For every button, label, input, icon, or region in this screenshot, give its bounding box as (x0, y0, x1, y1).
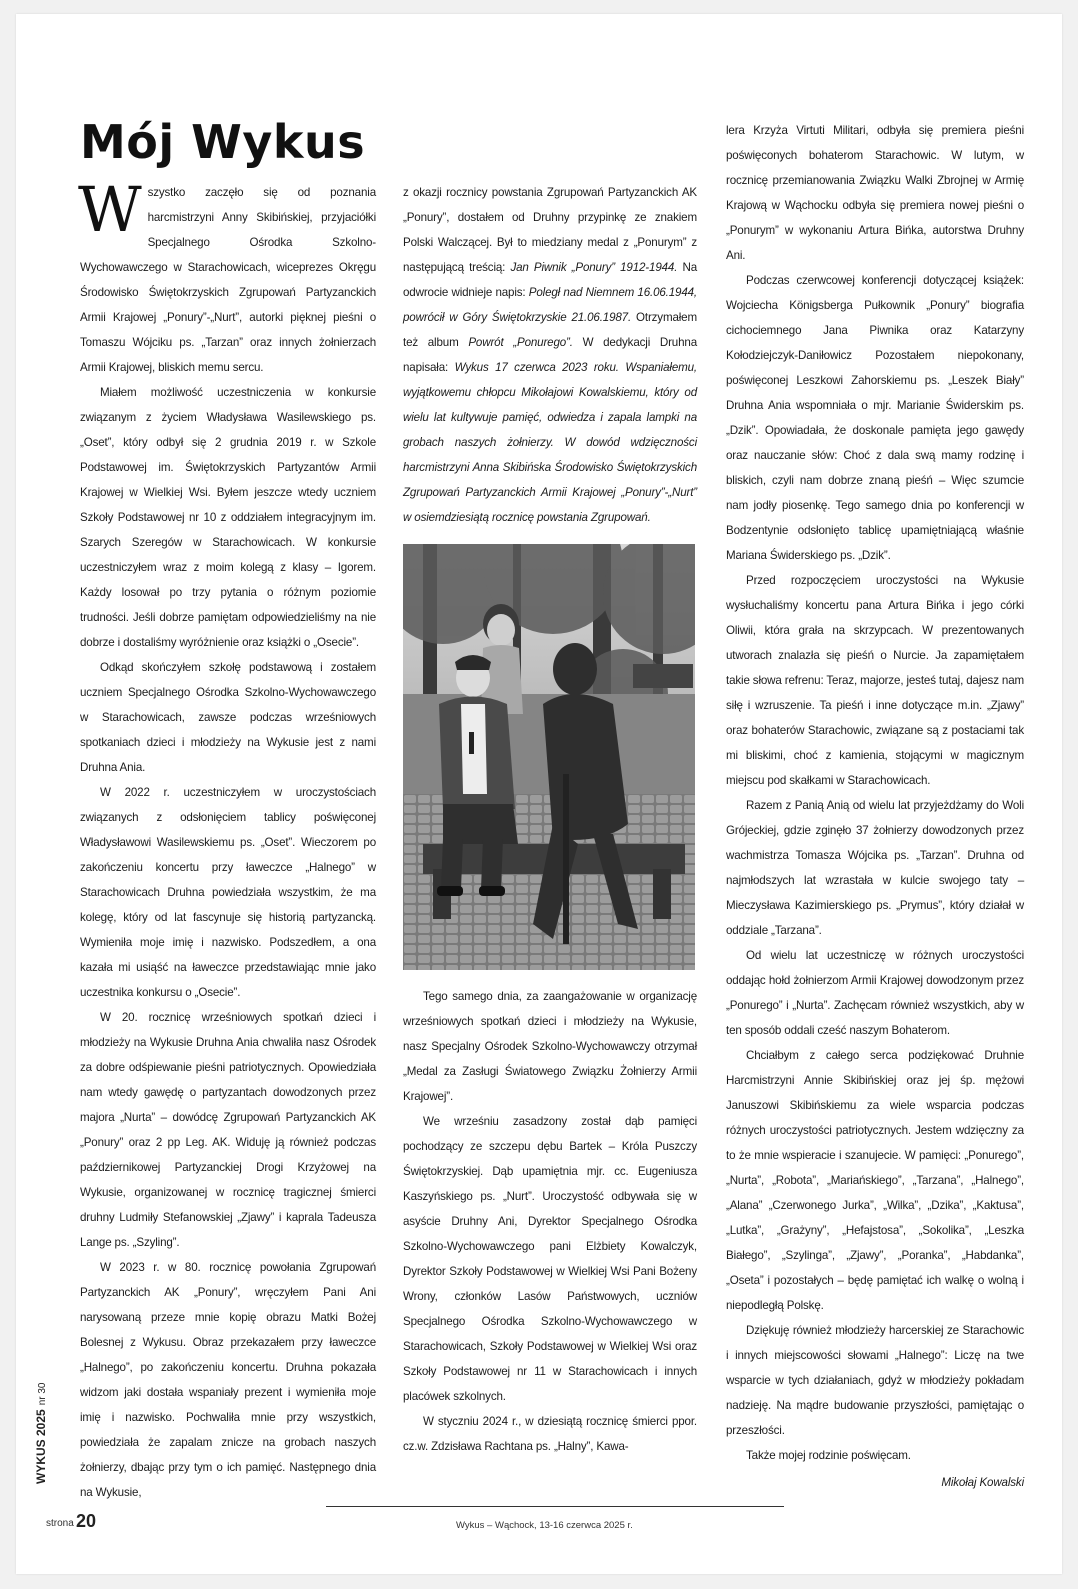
paragraph: W styczniu 2024 r., w dziesiątą rocznicę śmierci ppor. cz.w. Zdzisława Rachtana ps. „Halny”, Kawa- (403, 1415, 697, 1453)
paragraph: Tego samego dnia, za zaangażowanie w organizację wrześniowych spotkań dzieci i młodzieży na Wykusie, nasz Specjalny Ośrodek Szkolno-Wychowawczy otrzymał „Medal za Zasługi Światowego Związku Żołnierzy Armii Krajowej”. (403, 990, 697, 1103)
page-label: strona (46, 1518, 74, 1529)
article-photo (403, 544, 695, 970)
paragraph: Dziękuję również młodzieży harcerskiej ze Starachowic i innych miejscowości słowami „Halnego”: Liczę na twe wsparcie w tych działaniach, gdyż w młodzieży pokładam nadzieję. Na mądre budowanie przyszłości, pamiętając o przeszłości. (726, 1324, 1024, 1437)
author-signature: Mikołaj Kowalski (941, 1476, 1024, 1489)
footer-event-text: Wykus – Wąchock, 13-16 czerwca 2025 r. (456, 1520, 633, 1531)
paragraph: Od wielu lat uczestniczę w różnych uroczystości oddając hołd żołnierzom Armii Krajowej dowodzonym przez „Ponurego” i „Nurta”. Zachęcam również wszystkich, aby w ten sposób oddali cześć naszym Bohaterom. (726, 949, 1024, 1037)
paragraph: Wszystko zaczęło się od poznania harcmistrzyni Anny Skibińskiej, przyjaciółki Specjalnego Ośrodka Szkolno-Wychowawczego w Starachowicach, wiceprezes Okręgu Środowisko Świętokrzyskich Zgrupowań Partyzanckich Armii Krajowej „Ponury”-„Nurt”, autorki pięknej pieśni o Tomaszu Wójciku ps. „Tarzan” oraz innych żołnierzach Armii Krajowej, bliskich memu sercu. (78, 173, 376, 374)
paragraph: Odkąd skończyłem szkołę podstawową i zostałem uczniem Specjalnego Ośrodka Szkolno-Wychowawczego w Starachowicach, zawsze podczas wrześniowych spotkaniach dzieci i młodzieży na Wykusie jest z nami Druhna Ania. (80, 661, 376, 774)
paragraph: z okazji rocznicy powstania Zgrupowań Partyzanckich AK „Ponury”, dostałem od Druhny przypinkę ze znakiem Polski Walczącej. Był to miedziany medal z „Ponurym” z następującą treścią: Jan Piwnik „Ponury” 1912-1944. Na odwrocie widnieje napis: Poległ nad Niemnem 16.06.1944, powrócił w Góry Świętokrzyskie 21.06.1987. Otrzymałem też album Powrót „Ponurego”. W dedykacji Druhna napisała: Wykus 17 czerwca 2023 roku. Wspaniałemu, wyjątkowemu chłopcu Mikołajowi Kowalskiemu, który od wielu lat kultywuje pamięć, odwiedza i zapala lampki na grobach naszych żołnierzy. W dowód wdzięczności harcmistrzyni Anna Skibińska Środowisko Świętokrzyskich Zgrupowań Partyzanckich Armii Krajowej „Ponury”-„Nurt” w osiemdziesiątą rocznicę powstania Zgrupowań. (403, 186, 698, 524)
magazine-page (16, 14, 1062, 1574)
paragraph: We wrześniu zasadzony został dąb pamięci pochodzący ze szczepu dębu Bartek – Króla Puszczy Świętokrzyskiej. Dąb upamiętnia mjr. cc. Eugeniusza Kaszyńskiego ps. „Nurt”. Uroczystość odbywała się w asyście Druhny Ani, Dyrektor Specjalnego Ośrodka Szkolno-Wychowawczego pani Elżbiety Kowalczyk, Dyrektor Szkoły Podstawowej w Wielkiej Wsi Pani Bożeny Wrony, członków Lasów Państwowych, uczniów Specjalnego Ośrodka Szkolno-Wychowawczego w Starachowicach, Szkoły Podstawowej w Wielkiej Wsi oraz Szkoły Podstawowej nr 11 w Starachowicach i innych placówek szkolnych. (403, 1115, 697, 1403)
paragraph: Miałem możliwość uczestniczenia w konkursie związanym z życiem Władysława Wasilewskiego ps. „Oset”, który odbył się 2 grudnia 2019 r. w Szkole Podstawowej im. Świętokrzyskich Partyzantów Armii Krajowej w Wielkiej Wsi. Byłem jeszcze wtedy uczniem Szkoły Podstawowej nr 10 z oddziałem integracyjnym im. Szarych Szeregów w Starachowicach. W konkursie uczestniczyłem wraz z moim kolegą z klasy – Igorem. Każdy losował po trzy pytania o różnym poziomie trudności. Jeśli dobrze pamiętam odpowiedzieliśmy na nie dobrze i dostaliśmy wyróżnienie oraz książki o „Osecie”. (80, 386, 376, 649)
drop-cap: W (78, 173, 142, 246)
footer-divider (326, 1506, 784, 1507)
paragraph: W 2022 r. uczestniczyłem w uroczystościach związanych z odsłonięciem tablicy poświęconej Władysławowi Wasilewskiemu ps. „Oset”. Wieczorem po zakończeniu koncertu przy ławeczce „Halnego” w Starachowicach Druhna powiedziała wszystkim, że ma kolegę, który od lat fascynuje się historią partyzancką. Wymieniła moje imię i nazwisko. Podszedłem, a ona kazała mi usiąść na ławeczce przedstawiając mnie jako uczestnika konkursu o „Osecie”. (80, 786, 376, 999)
text-column-1 (78, 173, 376, 1505)
paragraph: Także mojej rodzinie poświęcam. (746, 1449, 911, 1462)
paragraph: Przed rozpoczęciem uroczystości na Wykusie wysłuchaliśmy koncertu pana Artura Bińka i jego córki Oliwii, która grała na skrzypcach. W prezentowanych utworach znalazła się pieśń o Nurcie. Ja zapamiętałem takie słowa refrenu: Teraz, majorze, jesteś tutaj, dajesz nam siłę i wzruszenie. Ta pieśń i inne dotyczące m.in. „Zjawy” oraz bohaterów Starachowic, związane są z postaciami tak mi bliskimi, choć z kamienia, stojącymi w magicznym miejscu pod skałkami w Starachowicach. (726, 574, 1025, 787)
paragraph: Razem z Panią Anią od wielu lat przyjeżdżamy do Woli Grójeckiej, gdzie zginęło 37 żołnierzy dowodzonych przez wachmistrza Tomasza Wójcika ps. „Tarzan”. Druhna od najmłodszych lat wzrastała w kulcie swojego taty – Mieczysława Kazimierskiego ps. „Prymus”, który działał w oddziale „Tarzana”. (726, 799, 1024, 937)
magazine-issue-label: WYKUS 2025nr 30 (34, 1382, 48, 1484)
article-title: Mój Wykus (80, 115, 366, 169)
text-column-3 (726, 118, 1024, 1495)
paragraph: W 20. rocznicę wrześniowych spotkań dzieci i młodzieży na Wykusie Druhna Ania chwaliła nasz Ośrodek za dobre odśpiewanie pieśni patriotycznych. Opowiedziała nam wtedy gawędę o partyzantach dowodzonych przez majora „Nurta” – dowódcę Zgrupowań Partyzanckich AK „Ponury” oraz 2 pp Leg. AK. Widuję ją również podczas październikowej Partyzanckiej Drogi Krzyżowej na Wykusie, organizowanej w rocznicę tragicznej śmierci druhny Ludmiły Stefanowskiej „Zjawy” i kaprala Tadeusza Lange ps. „Szyling”. (80, 1011, 376, 1249)
paragraph: Chciałbym z całego serca podziękować Druhnie Harcmistrzyni Annie Skibińskiej oraz jej śp. mężowi Januszowi Skibińskiemu za wiele wsparcia podczas różnych uroczystości patriotycznych. Jestem wdzięczny za to że mnie wspieracie i szanujecie. W pamięci: „Ponurego”, „Nurta”, „Robota”, „Mariańskiego”, „Tarzana”, „Halnego”, „Alana” „Czerwonego Jurka”, „Wilka”, „Dzika”, „Kaktusa”, „Lutka”, „Grażyny”, „Hefajstosa”, „Sokolika”, „Leszka Białego”, „Szylinga”, „Zjawy”, „Poranka”, „Habdanka”, „Oseta” i pozostałych – będę pamiętać ich walkę o wolną i niepodległą Polskę. (726, 1049, 1024, 1312)
paragraph: lera Krzyża Virtuti Militari, odbyła się premiera pieśni poświęconych bohaterom Starachowic. W lutym, w rocznicę przemianowania Związku Walki Zbrojnej w Armię Krajową w Wąchocku odbyła się premiera nowej pieśni o „Ponurym” w wykonaniu Artura Bińka, autorstwa Druhny Ani. (726, 124, 1024, 262)
page-number: 20 (76, 1511, 97, 1531)
paragraph: Podczas czerwcowej konferencji dotyczącej książek: Wojciecha Königsberga Pułkownik „Ponury” biografia cichociemnego Jana Piwnika oraz Katarzyny Kołodziejczyk-Daniłowicz Pozostałem niepokonany, poświęconej Leszkowi Zahorskiemu ps. „Leszek Biały” Druhna Ania wspomniała o mjr. Marianie Świderskim ps. „Dzik”. Opowiadała, że doskonale pamięta jego gawędy oraz nauczanie słów: Choć z dala swą mamy rodzinę i bliskich, czyli nam dobrze znaną pieśń – Więc szumcie nam jodły piosenkę. Tego samego dnia po konferencji w Bodzentynie odsłonięto tablicę upamiętniającą właśnie Mariana Świderskiego ps. „Dzik”. (726, 274, 1024, 562)
paragraph: W 2023 r. w 80. rocznicę powołania Zgrupowań Partyzanckich AK „Ponury”, wręczyłem Pani Ani narysowaną przeze mnie kopię obrazu Matki Bożej Bolesnej z Wykusu. Obraz przekazałem przy ławeczce „Halnego”, po zakończeniu koncertu. Druhna pokazała widzom jaki dostała wspaniały prezent i wymieniła moje imię i nazwisko. Pochwaliła mnie przy wszystkich, powiedziała że zapalam znicze na grobach naszych żołnierzy, dbając przy tym o ich pamięć. Następnego dnia na Wykusie, (80, 1261, 376, 1499)
text-column-2 (403, 180, 697, 1459)
photo-monument-bench (403, 544, 695, 970)
